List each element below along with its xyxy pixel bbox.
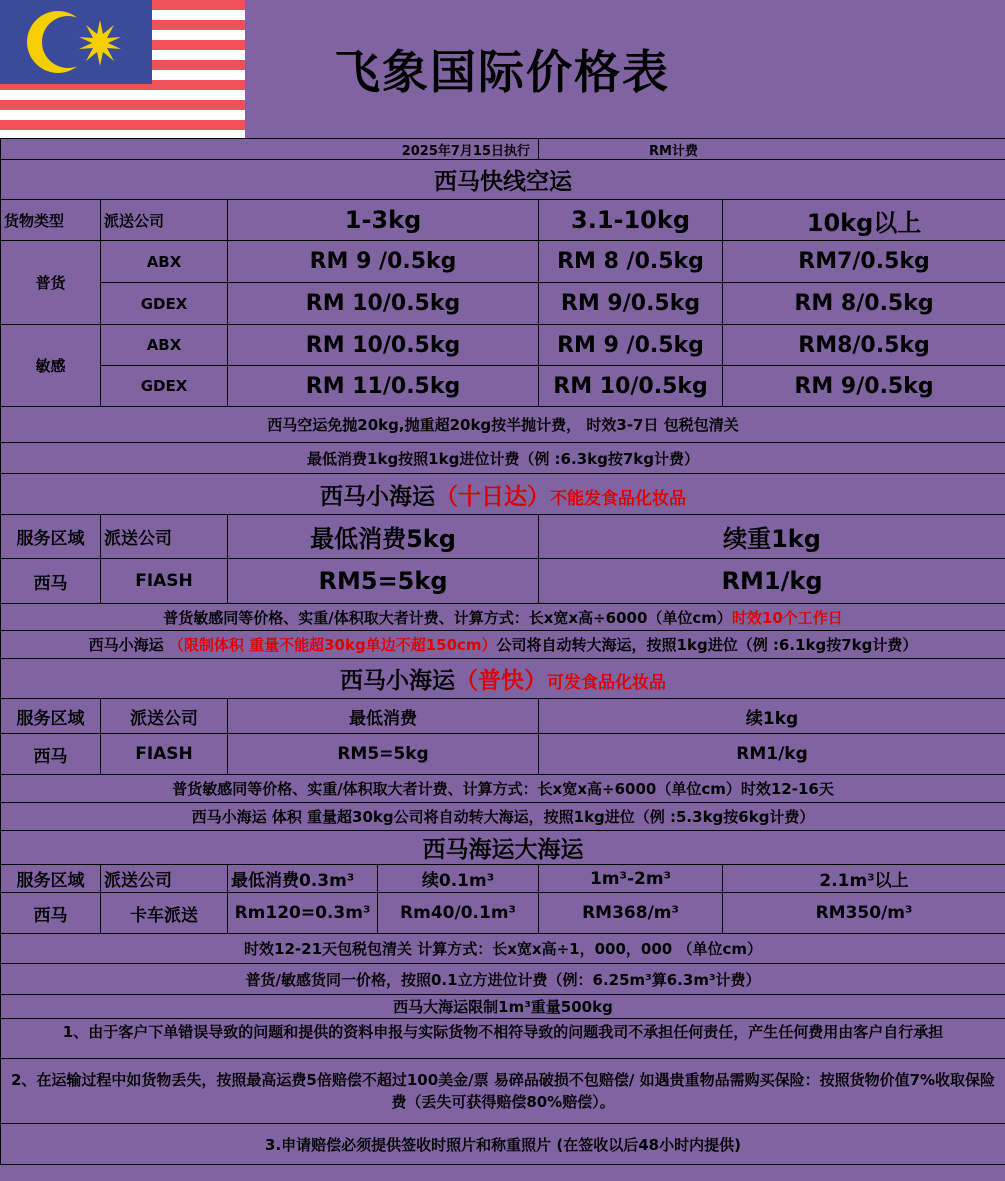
seafast-header-row	[1, 699, 1005, 734]
seabig-header-min: 最低消费0.3m³	[228, 865, 378, 893]
seabig-2m3-plus-price: RM350/m³	[723, 893, 1005, 934]
effective-date: 2025年7月15日执行	[1, 139, 539, 160]
seabig-region: 西马	[1, 893, 101, 934]
company-cell: ABX	[101, 325, 228, 366]
page-title-text: 飞象国际价格表	[334, 45, 670, 99]
sea10-header-row	[1, 515, 1005, 559]
seabig-note-2: 普货/敏感货同一价格，按照0.1立方进位计费（例：6.25m³算6.3m³计费）	[1, 964, 1005, 995]
seafast-title-red: （普快）	[455, 668, 548, 694]
seafast-section-title	[1, 659, 1005, 699]
seafast-min-price: RM5=5kg	[228, 734, 539, 775]
seafast-company: FIASH	[101, 734, 228, 775]
seabig-header-row	[1, 865, 1005, 893]
currency-note: RM计费	[539, 139, 1005, 160]
table-row	[1, 283, 1005, 325]
cargo-type-sensitive: 敏感	[1, 325, 101, 407]
air-note-2: 最低消费1kg按照1kg进位计费（例 :6.3kg按7kg计费）	[1, 443, 1005, 474]
air-header-row	[1, 200, 1005, 241]
sea10-header-company: 派送公司	[101, 515, 228, 559]
price-cell: RM 9 /0.5kg	[228, 241, 539, 283]
seabig-header-region: 服务区域	[1, 865, 101, 893]
seafast-note-1: 普货敏感同等价格、实重/体积取大者计费、计算方式：长x宽x高÷6000（单位cm）时效12-16天	[1, 775, 1005, 803]
table-row	[1, 366, 1005, 407]
term-3: 3.申请赔偿必须提供签收时照片和称重照片 (在签收以后48小时内提供)	[1, 1124, 1005, 1165]
table-row	[1, 734, 1005, 775]
sea10-note-2-text: 西马小海运	[88, 636, 169, 654]
seabig-section-title: 西马海运大海运	[1, 831, 1005, 865]
seabig-note-3: 西马大海运限制1m³重量500kg	[1, 995, 1005, 1019]
sea10-title-red: （十日达）	[435, 483, 551, 510]
price-cell: RM 8/0.5kg	[723, 283, 1005, 325]
sea10-note-1-text: 普货敏感同等价格、实重/体积取大者计费、计算方式：长x宽x高÷6000（单位cm）	[163, 608, 732, 627]
table-row	[1, 241, 1005, 283]
seafast-header-company: 派送公司	[101, 699, 228, 734]
company-cell: ABX	[101, 241, 228, 283]
seafast-extra-price: RM1/kg	[539, 734, 1005, 775]
malaysia-flag	[0, 0, 245, 138]
price-cell: RM 11/0.5kg	[228, 366, 539, 407]
sea10-region: 西马	[1, 559, 101, 604]
seabig-company: 卡车派送	[101, 893, 228, 934]
company-cell: GDEX	[101, 283, 228, 325]
price-table	[0, 138, 1005, 1165]
price-cell: RM 10/0.5kg	[539, 366, 723, 407]
meta-row	[1, 139, 1005, 160]
price-cell: RM8/0.5kg	[723, 325, 1005, 366]
table-row	[1, 893, 1005, 934]
sea10-note-1-red: 时效10个工作日	[731, 608, 843, 627]
seabig-note-1: 时效12-21天包税包清关 计算方式：长x宽x高÷1，000，000 （单位cm）	[1, 934, 1005, 964]
sea10-note-2-red: （限制体积 重量不能超30kg单边不超150cm）	[168, 636, 497, 654]
seabig-header-1-2m3: 1m³-2m³	[539, 865, 723, 893]
table-row	[1, 325, 1005, 366]
page-title	[246, 0, 1005, 138]
seafast-region: 西马	[1, 734, 101, 775]
flag-canton	[0, 0, 152, 84]
sea10-header-region: 服务区域	[1, 515, 101, 559]
sea10-title-text: 西马小海运	[320, 483, 436, 510]
seafast-note-2: 西马小海运 体积 重量超30kg公司将自动转大海运，按照1kg进位（例 :5.3kg按6kg计费）	[1, 803, 1005, 831]
air-section-title: 西马快线空运	[1, 160, 1005, 200]
seabig-extra-price: Rm40/0.1m³	[378, 893, 539, 934]
sea10-min-price: RM5=5kg	[228, 559, 539, 604]
price-cell: RM 10/0.5kg	[228, 283, 539, 325]
seafast-title-text: 西马小海运	[340, 668, 456, 694]
crescent-star-icon	[0, 0, 152, 84]
seabig-header-company: 派送公司	[101, 865, 228, 893]
sea10-header-extra: 续重1kg	[539, 515, 1005, 559]
sea10-note-2-tail: 公司将自动转大海运，按照1kg进位（例 :6.1kg按7kg计费）	[496, 636, 918, 654]
cargo-type-general: 普货	[1, 241, 101, 325]
air-note-1: 西马空运免抛20kg,抛重超20kg按半抛计费， 时效3-7日 包税包清关	[1, 407, 1005, 443]
seafast-header-extra: 续1kg	[539, 699, 1005, 734]
sea10-extra-price: RM1/kg	[539, 559, 1005, 604]
company-cell: GDEX	[101, 366, 228, 407]
air-header-type: 货物类型	[1, 200, 101, 241]
price-cell: RM 9/0.5kg	[539, 283, 723, 325]
sea10-section-title	[1, 474, 1005, 515]
seabig-1-2m3-price: RM368/m³	[539, 893, 723, 934]
price-cell: RM 9 /0.5kg	[539, 325, 723, 366]
term-1: 1、由于客户下单错误导致的问题和提供的资料申报与实际货物不相符导致的问题我司不承担任何责任，产生任何费用由客户自行承担	[1, 1019, 1005, 1059]
sea10-note-1	[1, 604, 1005, 631]
seabig-min-price: Rm120=0.3m³	[228, 893, 378, 934]
seabig-header-2m3-plus: 2.1m³以上	[723, 865, 1005, 893]
sea10-header-min: 最低消费5kg	[228, 515, 539, 559]
seabig-header-extra: 续0.1m³	[378, 865, 539, 893]
price-cell: RM 9/0.5kg	[723, 366, 1005, 407]
price-cell: RM 8 /0.5kg	[539, 241, 723, 283]
air-header-company: 派送公司	[101, 200, 228, 241]
sea10-title-note: 不能发食品化妆品	[550, 488, 687, 509]
term-2: 2、在运输过程中如货物丢失，按照最高运费5倍赔偿不超过100美金/票 易碎品破损不包赔偿/ 如遇贵重物品需购买保险：按照货物价值7%收取保险费（丢失可获得赔偿80%赔偿）。	[1, 1059, 1005, 1124]
sea10-note-2	[1, 631, 1005, 659]
table-row	[1, 559, 1005, 604]
seafast-header-min: 最低消费	[228, 699, 539, 734]
air-header-3-10kg: 3.1-10kg	[539, 200, 723, 241]
air-header-1-3kg: 1-3kg	[228, 200, 539, 241]
seafast-header-region: 服务区域	[1, 699, 101, 734]
air-header-10kg-plus: 10kg以上	[723, 200, 1005, 241]
price-cell: RM 10/0.5kg	[228, 325, 539, 366]
seafast-title-note: 可发食品化妆品	[547, 673, 667, 693]
sea10-company: FIASH	[101, 559, 228, 604]
price-cell: RM7/0.5kg	[723, 241, 1005, 283]
